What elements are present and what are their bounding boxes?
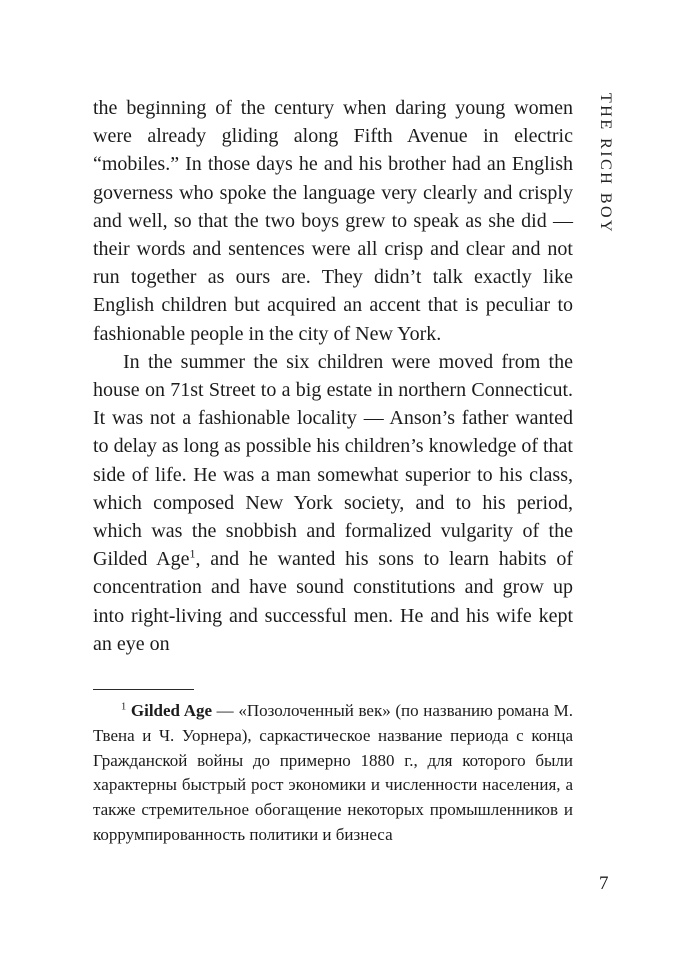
footnote-divider: [93, 689, 194, 690]
page-number: 7: [599, 873, 609, 894]
paragraph-continuation: the beginning of the century when daring young women were already gliding along Fifth Avenue in electric “mobiles.” In those days he and his brother had an English governess who spoke the language very clearly and crisply and well, so that the two boys grew to speak as she did — their words and sentences were all crisp and clear and not run together as ours are. They didn’t talk exactly like English children but acquired an accent that is peculiar to fashionable people in the city of New York.: [93, 97, 573, 345]
footnote-paragraph: [93, 699, 573, 848]
footnote-block: [93, 689, 573, 848]
main-text: [93, 94, 573, 658]
footnote-term: Gilded Age: [130, 701, 213, 720]
footnote-body: — «Позолоченный век» (по названию романа М. Твена и Ч. Уорнера), саркастическое название периода с конца Гражданской войны до примерно 1880 г., для которого были характерны быстрый рост экономики и численности населения, а также стремительное обогащение некоторых промышленников и коррумпированность политики и бизнеса: [93, 701, 573, 844]
footnote-marker: 1: [121, 701, 127, 713]
paragraph: [93, 348, 573, 658]
footnote-reference: 1: [189, 546, 196, 561]
paragraph-text: , and he wanted his sons to learn habits of concentration and have sound constitutions and grow up into right-living and successful men. He and his wife kept an eye on: [93, 548, 573, 655]
paragraph-text: In the summer the six children were moved from the house on 71st Street to a big estate in northern Connecticut. It was not a fashionable locality — Anson’s father wanted to delay as long as possible his children’s knowledge of that side of life. He was a man somewhat superior to his class, which composed New York society, and to his period, which was the snobbish and formalized vulgarity of the Gilded Age: [93, 350, 573, 571]
running-head: THE RICH BOY: [597, 93, 614, 235]
